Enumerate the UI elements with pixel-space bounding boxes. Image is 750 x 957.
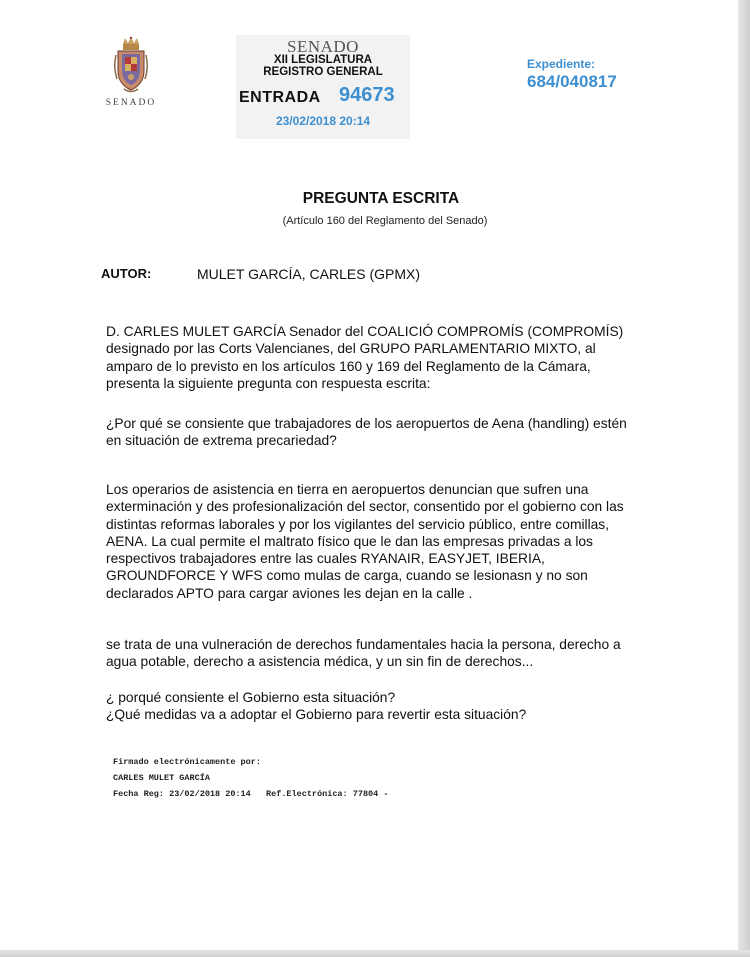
stamp-legislatura-line: XII LEGISLATURA	[273, 54, 373, 66]
autor-name: MULET GARCÍA, CARLES (GPMX)	[197, 266, 421, 282]
explanation-paragraph: Los operarios de asistencia en tierra en aeropuertos denuncian que sufren una exterminación y des profesionalización del sector, consentido por el gobierno con las distintas reformas laborales y por los vigilantes del servicio público, entre comillas, AENA. La cual permite el maltrato físico que le dan las empresas privadas a los respectivos trabajadores entre las cuales RYANAIR, EASYJET, IBERIA, GROUNDFORCE Y WFS como mulas de carga, cuando se lesionasn y no son declarados APTO para cargar aviones les dejan en la calle .	[106, 482, 624, 601]
page-edge-right	[738, 0, 750, 957]
document-title: PREGUNTA ESCRITA	[302, 190, 460, 207]
logo-text: SENADO	[105, 98, 157, 108]
autor-label: AUTOR:	[101, 266, 152, 281]
final-questions: ¿ porqué consiente el Gobierno esta situación? ¿Qué medidas va a adoptar el Gobierno para revertir esta situación?	[106, 690, 527, 723]
page-edge-bottom	[0, 950, 750, 957]
stamp-entrada-number: 94673	[339, 84, 395, 106]
stamp-registro-line: REGISTRO GENERAL	[263, 66, 383, 78]
stamp-datetime: 23/02/2018 20:14	[275, 114, 371, 128]
expediente-label: Expediente:	[527, 57, 596, 71]
intro-paragraph: D. CARLES MULET GARCÍA Senador del COALICIÓ COMPROMÍS (COMPROMÍS) designado por las Corts Valencianes, del GRUPO PARLAMENTARIO MIXTO, al amparo de lo previsto en los artículos 160 y 169 del Reglamento de la Cámara, presenta la siguiente pregunta con respuesta escrita:	[106, 324, 624, 391]
signature-line-1: Firmado electrónicamente por:	[113, 757, 261, 767]
senado-logo	[103, 37, 159, 108]
stamp-legislatura	[236, 54, 410, 78]
signature-line-3: Fecha Reg: 23/02/2018 20:14 Ref.Electrónica: 77804 -	[113, 789, 389, 799]
vulneration-paragraph: se trata de una vulneración de derechos fundamentales hacia la persona, derecho a agua potable, derecho a asistencia médica, y un sin fin de derechos...	[106, 637, 621, 670]
stamp-entrada-label: ENTRADA	[239, 89, 321, 106]
main-question: ¿Por qué se consiente que trabajadores de los aeropuertos de Aena (handling) estén en situación de extrema precariedad?	[106, 416, 627, 449]
coat-of-arms-icon	[112, 37, 150, 95]
document-subtitle: (Artículo 160 del Reglamento del Senado)	[282, 215, 488, 227]
expediente-number: 684/040817	[527, 72, 617, 91]
signature-line-2: CARLES MULET GARCÍA	[113, 773, 210, 783]
stamp-senado: SENADO	[287, 37, 359, 56]
registry-stamp	[236, 35, 410, 139]
